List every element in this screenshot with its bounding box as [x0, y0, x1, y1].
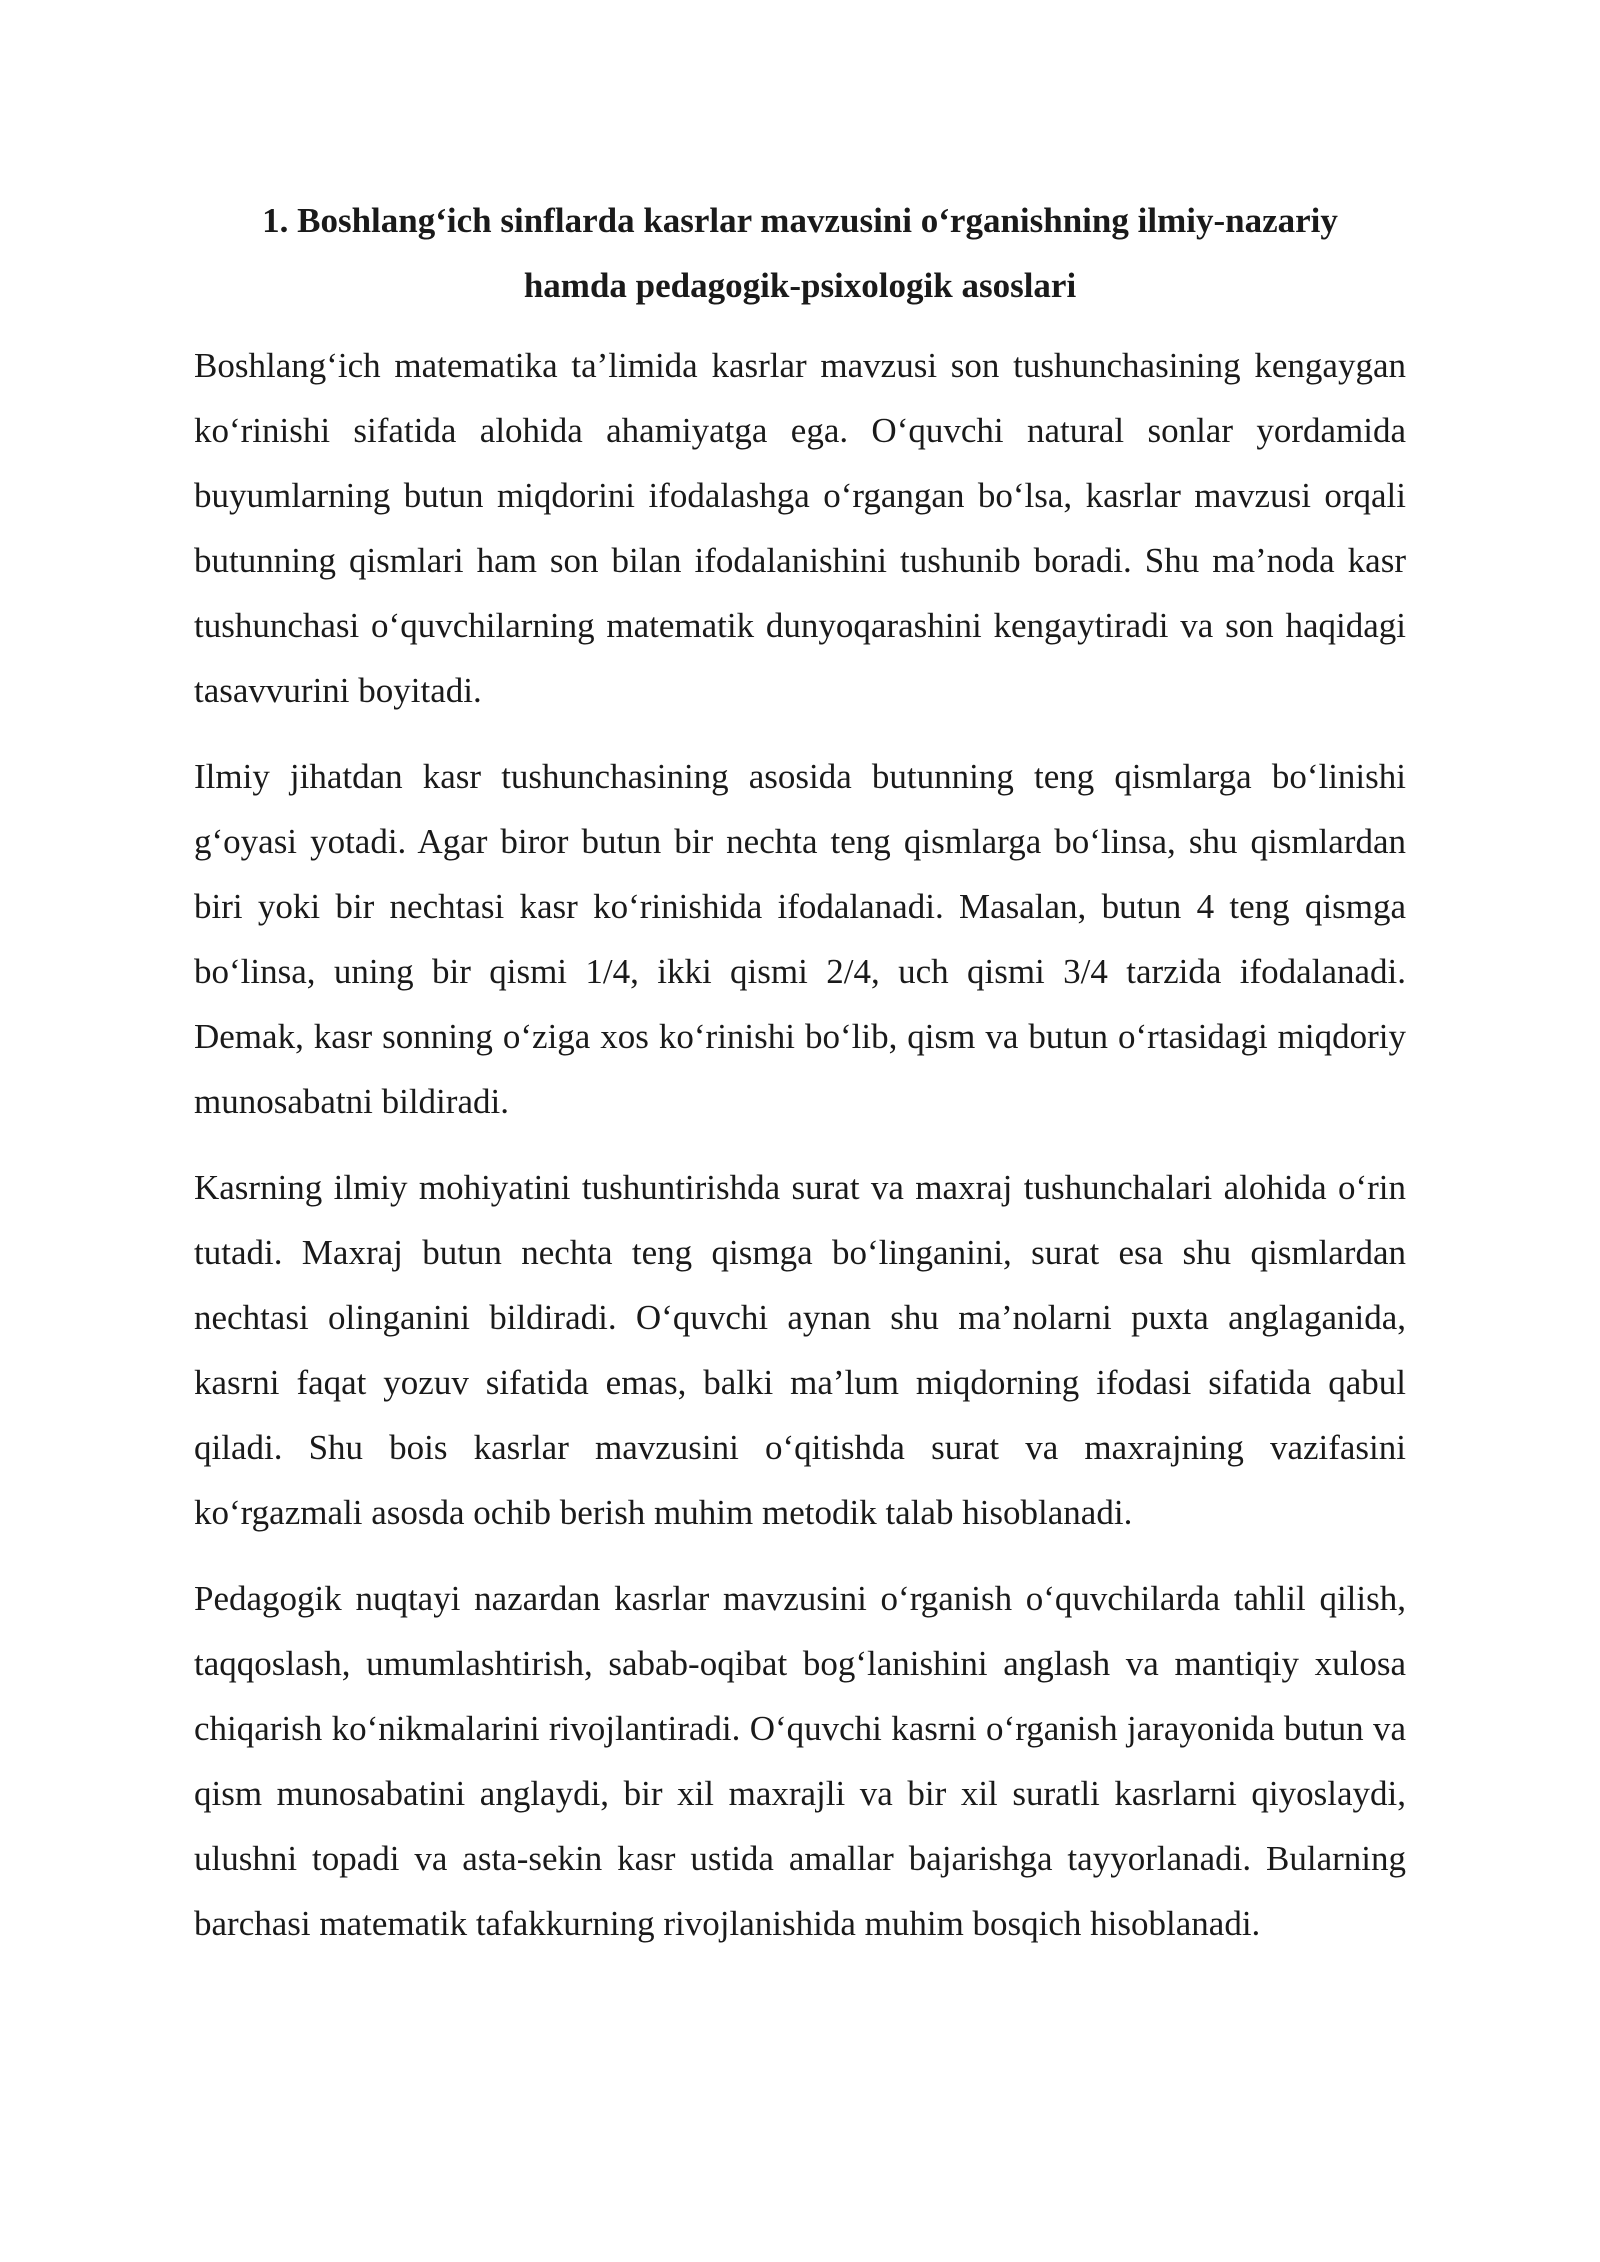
paragraph-4: Pedagogik nuqtayi nazardan kasrlar mavzusini o‘rganish o‘quvchilarda tahlil qilish, taqqoslash, umumlashtirish, sabab-oqibat bog‘lanishini anglash va mantiqiy xulosa chiqarish ko‘nikmalarini rivojlantiradi. O‘quvchi kasrni o‘rganish jarayonida butun va qism munosabatini anglaydi, bir xil maxrajli va bir xil suratli kasrlarni qiyoslaydi, ulushni topadi va asta-sekin kasr ustida amallar bajarishga tayyorlanadi. Bularning barchasi matematik tafakkurning rivojlanishida muhim bosqich hisoblanadi. — [194, 1579, 1406, 1943]
paragraph-2: Ilmiy jihatdan kasr tushunchasining asosida butunning teng qismlarga bo‘linishi g‘oyasi yotadi. Agar biror butun bir nechta teng qismlarga bo‘linsa, shu qismlardan biri yoki bir nechtasi kasr ko‘rinishida ifodalanadi. Masalan, butun 4 teng qismga bo‘linsa, uning bir qismi 1/4, ikki qismi 2/4, uch qismi 3/4 tarzida ifodalanadi. Demak, kasr sonning o‘ziga xos ko‘rinishi bo‘lib, qism va butun o‘rtasidagi miqdoriy munosabatni bildiradi. — [194, 757, 1406, 1121]
section-heading — [194, 188, 1406, 318]
section-heading-line-2: hamda pedagogik-psixologik asoslari — [523, 266, 1077, 305]
paragraph-1: Boshlang‘ich matematika ta’limida kasrlar mavzusi son tushunchasining kengaygan ko‘rinishi sifatida alohida ahamiyatga ega. O‘quvchi natural sonlar yordamida buyumlarning butun miqdorini ifodalashga o‘rgangan bo‘lsa, kasrlar mavzusi orqali butunning qismlari ham son bilan ifodalanishini tushunib boradi. Shu ma’noda kasr tushunchasi o‘quvchilarning matematik dunyoqarashini kengaytiradi va son haqidagi tasavvurini boyitadi. — [194, 346, 1406, 710]
section-heading-line-1: 1. Boshlang‘ich sinflarda kasrlar mavzusini o‘rganishning ilmiy-nazariy — [262, 201, 1338, 240]
paragraph-3: Kasrning ilmiy mohiyatini tushuntirishda surat va maxraj tushunchalari alohida o‘rin tutadi. Maxraj butun nechta teng qismga bo‘linganini, surat esa shu qismlardan nechtasi olinganini bildiradi. O‘quvchi aynan shu ma’nolarni puxta anglaganida, kasrni faqat yozuv sifatida emas, balki ma’lum miqdorning ifodasi sifatida qabul qiladi. Shu bois kasrlar mavzusini o‘qitishda surat va maxrajning vazifasini ko‘rgazmali asosda ochib berish muhim metodik talab hisoblanadi. — [194, 1168, 1406, 1532]
document-body — [194, 188, 1406, 1956]
